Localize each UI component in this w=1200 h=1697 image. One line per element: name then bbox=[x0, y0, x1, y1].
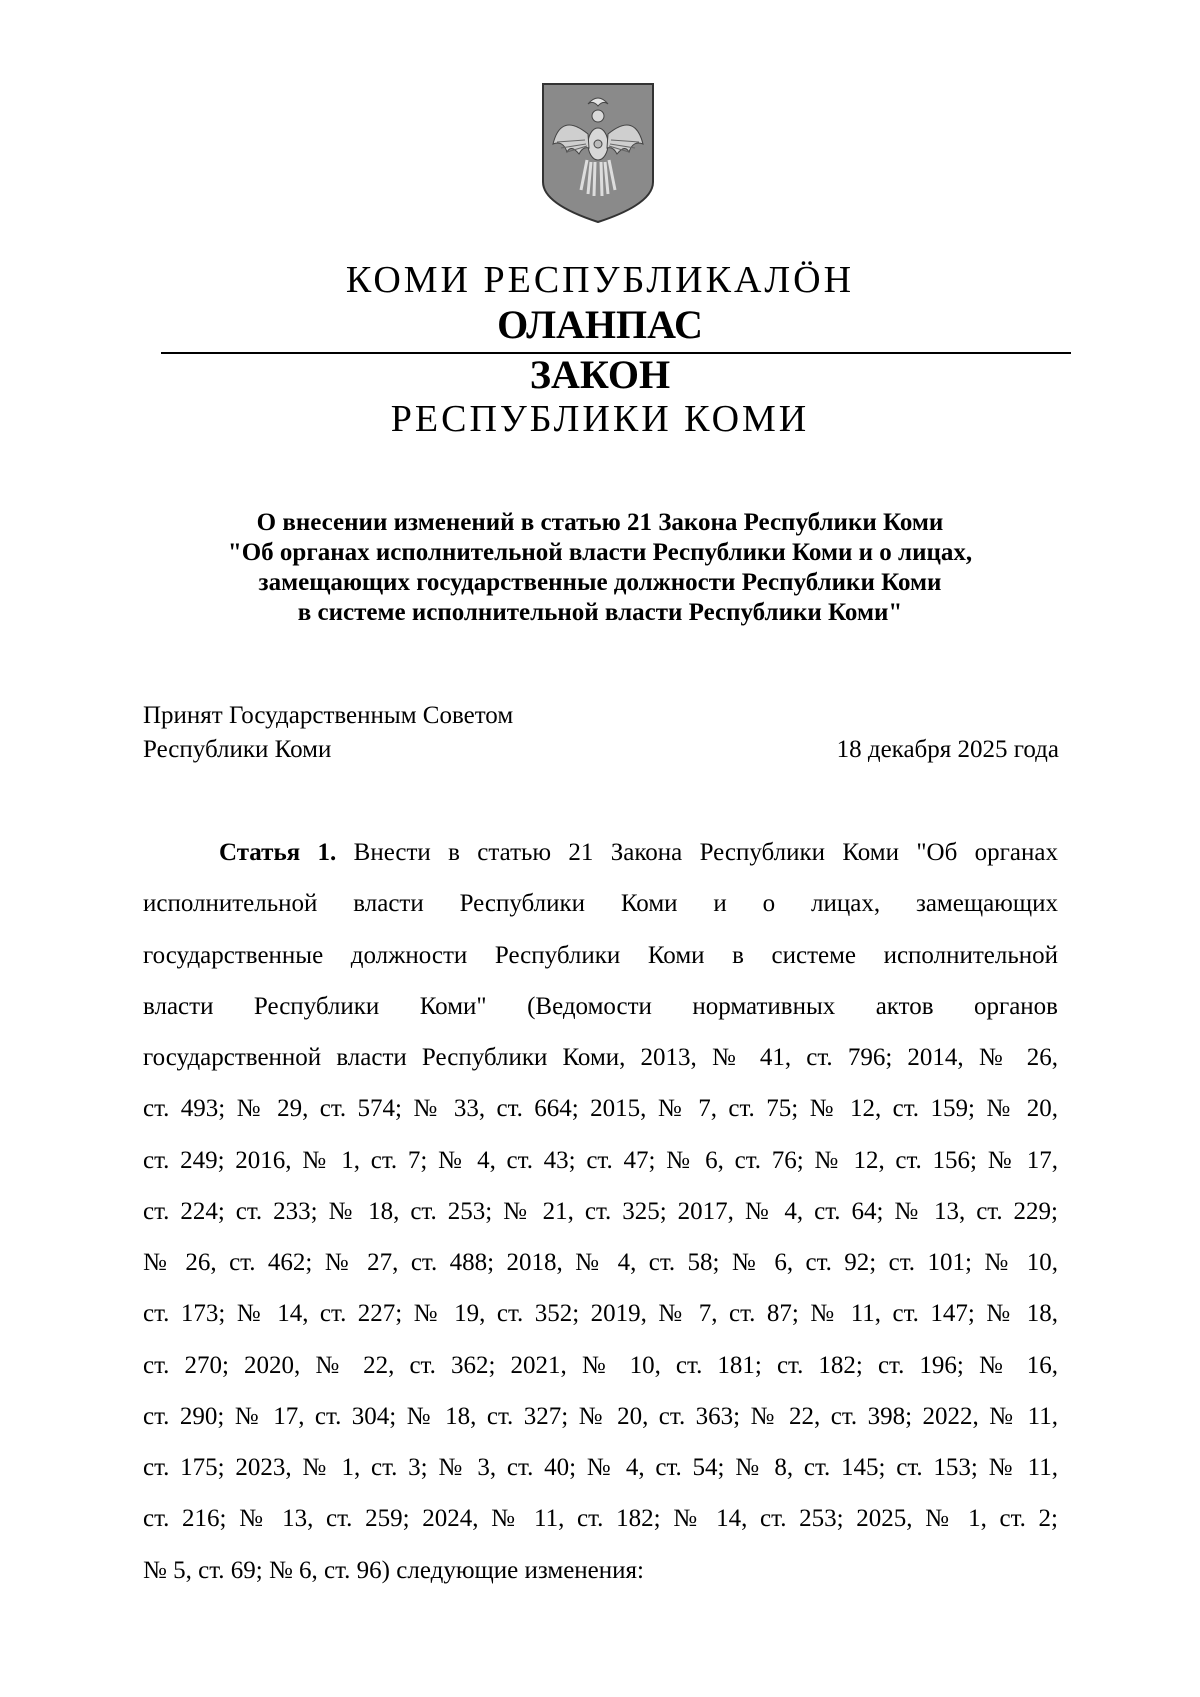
article-1-label: Статья 1. bbox=[219, 839, 337, 866]
article-1-line: ст. 173; № 14, ст. 227; № 19, ст. 352; 2019, № 7, ст. 87; № 11, ст. 147; № 18, bbox=[143, 1300, 1058, 1327]
article-1-line-text: Внести в статью 21 Закона Республики Коми "Об органах bbox=[336, 839, 1058, 866]
article-1-line: № 5, ст. 69; № 6, ст. 96) следующие изменения: bbox=[143, 1557, 644, 1584]
article-1-line bbox=[219, 838, 1058, 868]
adoption-date: 18 декабря 2025 года bbox=[836, 736, 1059, 763]
header-olanpas: ОЛАНПАС bbox=[497, 302, 703, 347]
coat-of-arms-emblem bbox=[541, 82, 655, 224]
law-title-line: замещающих государственные должности Республики Коми bbox=[258, 569, 942, 596]
header-komi-name: КОМИ РЕСПУБЛИКАЛӦН bbox=[345, 259, 855, 301]
law-title-line: О внесении изменений в статью 21 Закона Республики Коми bbox=[256, 509, 944, 536]
adoption-line-2: Республики Коми bbox=[143, 736, 332, 763]
article-1-line: ст. 175; 2023, № 1, ст. 3; № 3, ст. 40; № 4, ст. 54; № 8, ст. 145; ст. 153; № 11, bbox=[143, 1454, 1058, 1481]
article-1-line: власти Республики Коми" (Ведомости нормативных актов органов bbox=[143, 993, 1058, 1020]
article-1-line: ст. 290; № 17, ст. 304; № 18, ст. 327; № 20, ст. 363; № 22, ст. 398; 2022, № 11, bbox=[143, 1403, 1058, 1430]
header-zakon: ЗАКОН bbox=[529, 352, 671, 397]
article-1-line: ст. 270; 2020, № 22, ст. 362; 2021, № 10, ст. 181; ст. 182; ст. 196; № 16, bbox=[143, 1352, 1058, 1379]
article-1-line: исполнительной власти Республики Коми и о лицах, замещающих bbox=[143, 890, 1058, 917]
article-1-line: ст. 224; ст. 233; № 18, ст. 253; № 21, ст. 325; 2017, № 4, ст. 64; № 13, ст. 229; bbox=[143, 1198, 1058, 1225]
article-1-line: государственной власти Республики Коми, 2013, № 41, ст. 796; 2014, № 26, bbox=[143, 1044, 1058, 1071]
article-1-line: ст. 249; 2016, № 1, ст. 7; № 4, ст. 43; ст. 47; № 6, ст. 76; № 12, ст. 156; № 17, bbox=[143, 1147, 1058, 1174]
article-1-line: ст. 216; № 13, ст. 259; 2024, № 11, ст. 182; № 14, ст. 253; 2025, № 1, ст. 2; bbox=[143, 1505, 1058, 1532]
law-title-line: "Об органах исполнительной власти Республики Коми и о лицах, bbox=[227, 539, 973, 566]
article-1-line: ст. 493; № 29, ст. 574; № 33, ст. 664; 2015, № 7, ст. 75; № 12, ст. 159; № 20, bbox=[143, 1095, 1058, 1122]
article-1-line: государственные должности Республики Коми в системе исполнительной bbox=[143, 942, 1058, 969]
adoption-line-1: Принят Государственным Советом bbox=[143, 702, 514, 729]
law-title-line: в системе исполнительной власти Республики Коми" bbox=[297, 599, 903, 626]
article-1-line: № 26, ст. 462; № 27, ст. 488; 2018, № 4, ст. 58; № 6, ст. 92; ст. 101; № 10, bbox=[143, 1249, 1058, 1276]
header-republic: РЕСПУБЛИКИ КОМИ bbox=[390, 398, 810, 440]
